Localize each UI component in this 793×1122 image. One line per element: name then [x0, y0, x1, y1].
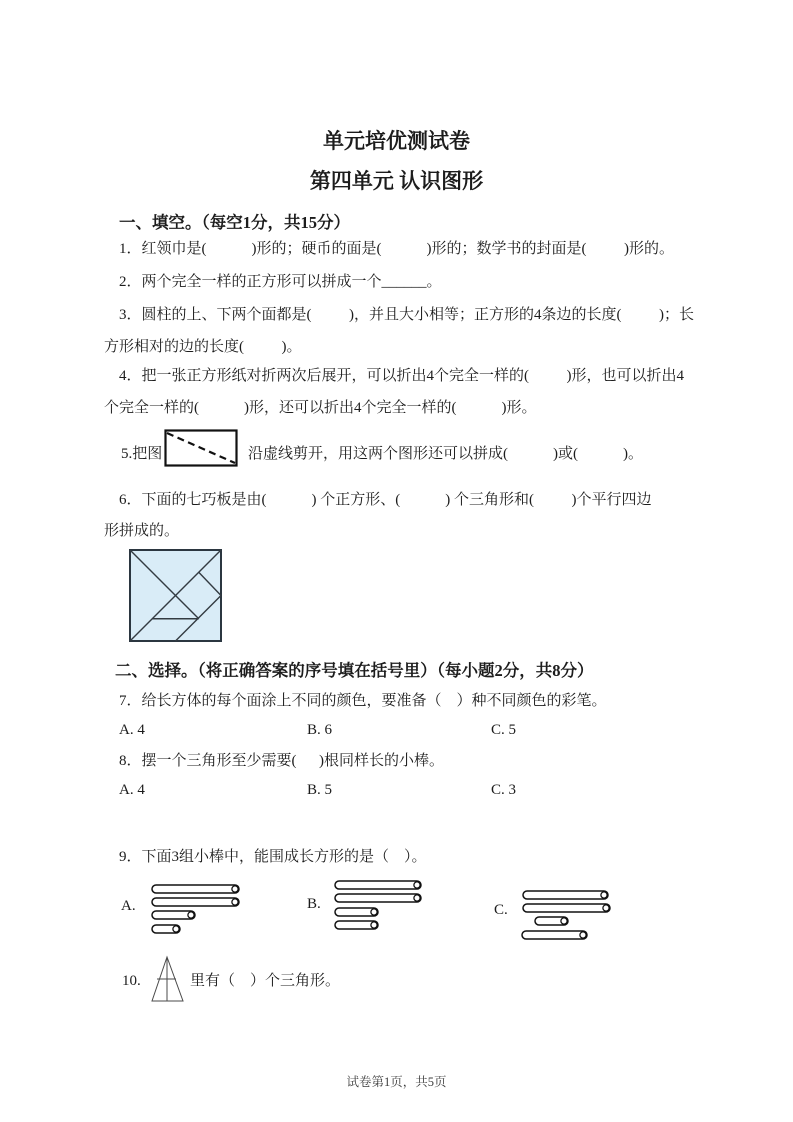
section-1-heading: 一、填空。（每空1分，共15分）: [119, 213, 350, 232]
question-8: 8．摆一个三角形至少需要( )根同样长的小棒。: [119, 753, 444, 769]
triangle-figure: [150, 953, 188, 1005]
question-10-number: 10.: [122, 973, 141, 989]
question-10-text: 里有（ ）个三角形。: [190, 973, 341, 989]
question-5-prefix: 5.把图: [121, 446, 163, 462]
question-9: 9．下面3组小棒中，能围成长方形的是（ ）。: [119, 849, 427, 865]
q8-option-c: C. 3: [491, 782, 517, 798]
sticks-group-b: [331, 875, 431, 935]
question-5-suffix: 沿虚线剪开，用这两个图形还可以拼成( )或( )。: [248, 446, 643, 462]
sticks-group-a-label: A.: [121, 898, 136, 914]
page-subtitle: 第四单元 认识图形: [309, 169, 484, 193]
question-4-line-2: 个完全一样的( )形，还可以折出4个完全一样的( )形。: [104, 400, 537, 416]
q8-option-b: B. 5: [307, 782, 333, 798]
q8-option-a: A. 4: [119, 782, 145, 798]
question-4-line-1: 4．把一张正方形纸对折两次后展开，可以折出4个完全一样的( )形，也可以折出4: [119, 368, 684, 384]
question-7: 7．给长方体的每个面涂上不同的颜色，要准备（ ）种不同颜色的彩笔。: [119, 693, 607, 709]
rectangle-dashed-diagonal-figure: [164, 429, 238, 467]
question-6-line-1: 6．下面的七巧板是由( ) 个正方形、( ) 个三角形和( )个平行四边: [119, 492, 652, 508]
sticks-group-c: [518, 885, 618, 945]
q7-option-c: C. 5: [491, 722, 517, 738]
tangram-figure: [129, 549, 222, 642]
question-6-line-2: 形拼成的。: [104, 523, 180, 539]
q7-option-a: A. 4: [119, 722, 145, 738]
page-title: 单元培优测试卷: [323, 129, 470, 153]
sticks-group-c-label: C.: [494, 902, 508, 918]
question-3-line-1: 3．圆柱的上、下两个面都是( )，并且大小相等；正方形的4条边的长度( )；长: [119, 307, 694, 323]
sticks-group-b-label: B.: [307, 896, 321, 912]
page-footer: 试卷第1页，共5页: [346, 1075, 447, 1089]
question-1: 1．红领巾是( )形的；硬币的面是( )形的；数学书的封面是( )形的。: [119, 241, 674, 257]
section-2-heading: 二、选择。（将正确答案的序号填在括号里）（每小题2分，共8分）: [115, 661, 594, 680]
question-2: 2．两个完全一样的正方形可以拼成一个______。: [119, 274, 442, 290]
q7-option-b: B. 6: [307, 722, 333, 738]
question-3-line-2: 方形相对的边的长度( )。: [104, 339, 302, 355]
sticks-group-a: [148, 879, 248, 939]
